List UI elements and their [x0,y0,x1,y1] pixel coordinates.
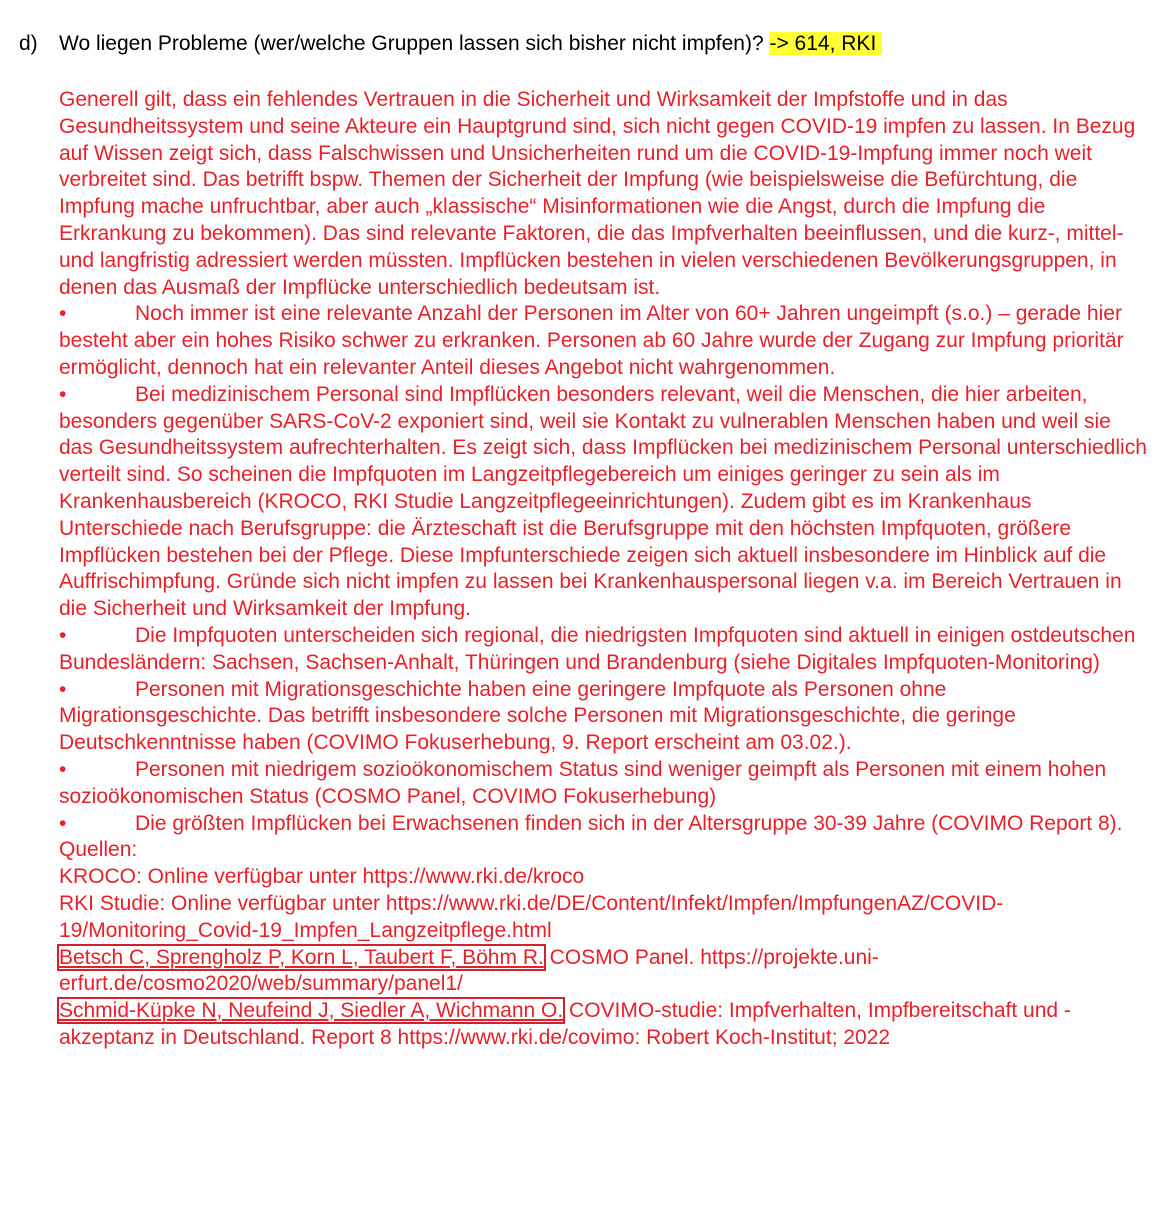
question-number: d) [19,32,38,55]
bullet-symbol: • [59,623,67,647]
bullet-item [59,811,1149,838]
bullet-symbol: • [59,757,67,781]
highlight-reference: -> 614, RKI [769,32,882,55]
question-line [19,31,882,57]
bullet-text: Noch immer ist eine relevante Anzahl der Personen im Alter von 60+ Jahren ungeimpft (s.o.) – gerade hier besteht aber ein hohes Risiko schwer zu erkranken. Personen ab 60 Jahre wurde der Zugang zur Impfung prioritär ermöglicht, dennoch hat ein relevanter Anteil dieses Angebot nicht wahrgenommen. [59,302,1124,379]
bullet-item [59,677,1149,757]
bullet-text: Bei medizinischem Personal sind Impflücken besonders relevant, weil die Menschen, die hier arbeiten, besonders gegenüber SARS-CoV-2 exponiert sind, weil sie Kontakt zu vulnerablen Menschen haben und weil sie das Gesundheitssystem aufrechterhalten. Es zeigt sich, dass Impflücken bei medizinischem Personal unterschiedlich verteilt sind. So scheinen die Impfquoten im Langzeitpflegebereich um einiges geringer zu sein als im Krankenhausbereich (KROCO, RKI Studie Langzeitpflegeeinrichtungen). Zudem gibt es im Krankenhaus Unterschiede nach Berufsgruppe: die Ärzteschaft ist die Berufsgruppe mit den höchsten Impfquoten, größere Impflücken bestehen bei der Pflege. Diese Impfunterschiede zeigen sich aktuell insbesondere im Hinblick auf die Auffrischimpfung. Gründe sich nicht impfen zu lassen bei Krankenhauspersonal liegen v.a. im Bereich Vertrauen in die Sicherheit und Wirksamkeit der Impfung. [59,382,1147,621]
bullet-symbol: • [59,811,67,835]
bullet-item [59,301,1149,381]
question-text: Wo liegen Probleme (wer/welche Gruppen lassen sich bisher nicht impfen)? [59,32,764,55]
covimo-citation: COVIMO-studie: Impfverhalten, Impfbereitschaft und -akzeptanz in Deutschland. Report 8 https://www.rki.de/covimo: Robert Koch-Institut; 2022 [59,999,1071,1049]
covimo-authors-boxed: Schmid-Küpke N, Neufeind J, Siedler A, Wichmann O. [59,999,564,1023]
source-kroco: KROCO: Online verfügbar unter https://www.rki.de/kroco [59,865,585,889]
bullet-symbol: • [59,677,67,701]
source-rki-studie: RKI Studie: Online verfügbar unter https://www.rki.de/DE/Content/Infekt/Impfen/ImpfungenAZ/COVID-19/Monitoring_Covid-19_Impfen_Langzeitpflege.html [59,891,1004,942]
source-cosmo [59,945,1149,999]
bullet-item [59,382,1149,623]
answer-block [59,87,1149,1052]
cosmo-citation: COSMO Panel. https://projekte.uni-erfurt.de/cosmo2020/web/summary/panel1/ [59,945,879,996]
sources-heading: Quellen: [59,838,138,862]
bullet-symbol: • [59,382,67,406]
bullet-text: Die Impfquoten unterscheiden sich regional, die niedrigsten Impfquoten sind aktuell in einigen ostdeutschen Bundesländern: Sachsen, Sachsen-Anhalt, Thüringen und Brandenburg (siehe Digitales Impfquoten-Monitoring) [59,623,1136,674]
bullet-text: Die größten Impflücken bei Erwachsenen finden sich in der Altersgruppe 30-39 Jahre (COVIMO Report 8). [135,811,1123,835]
intro-paragraph: Generell gilt, dass ein fehlendes Vertrauen in die Sicherheit und Wirksamkeit der Impfstoffe und in das Gesundheitssystem und seine Akteure ein Hauptgrund sind, sich nicht gegen COVID-19 impfen zu lassen. In Bezug auf Wissen zeigt sich, dass Falschwissen und Unsicherheiten rund um die COVID-19-Impfung immer noch weit verbreitet sind. Das betrifft bspw. Themen der Sicherheit der Impfung (wie beispielsweise die Befürchtung, die Impfung mache unfruchtbar, aber auch „klassische“ Misinformationen wie die Angst, durch die Impfung die Erkrankung zu bekommen). Das sind relevante Faktoren, die das Impfverhalten beeinflussen, und die kurz-, mittel- und langfristig adressiert werden müssten. Impflücken bestehen in vielen verschiedenen Bevölkerungsgruppen, in denen das Ausmaß der Impflücke unterschiedlich bedeutsam ist. [59,88,1136,299]
bullet-symbol: • [59,302,67,326]
bullet-text: Personen mit niedrigem sozioökonomischem Status sind weniger geimpft als Personen mit einem hohen sozioökonomischen Status (COSMO Panel, COVIMO Fokuserhebung) [59,757,1107,808]
source-covimo [59,998,1149,1052]
cosmo-authors-boxed: Betsch C, Sprengholz P, Korn L, Taubert F, Böhm R. [59,945,544,969]
bullet-text: Personen mit Migrationsgeschichte haben eine geringere Impfquote als Personen ohne Migrationsgeschichte. Das betrifft insbesondere solche Personen mit Migrationsgeschichte, die geringe Deutschkenntnisse haben (COVIMO Fokuserhebung, 9. Report erscheint am 03.02.). [59,677,1016,755]
bullet-item [59,623,1149,677]
bullet-item [59,757,1149,811]
